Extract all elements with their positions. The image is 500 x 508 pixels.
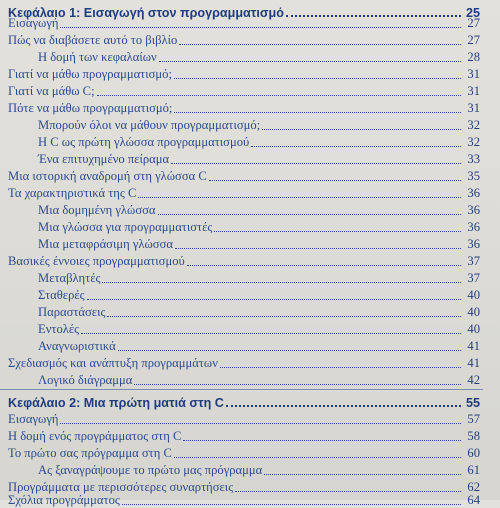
toc-entry [0, 269, 500, 286]
toc-entry-label: Σχόλια προγράμματος [8, 493, 120, 507]
toc-entry [0, 150, 500, 167]
toc-entry-label: Γιατί να μάθω C; [8, 84, 95, 98]
toc-entry [0, 444, 500, 461]
toc-entry-page-number: 40 [467, 288, 480, 302]
toc-entry-label: Τα χαρακτηριστικά της C [8, 186, 137, 200]
toc-entry-page-number: 33 [467, 152, 480, 166]
toc-entry-label: Πότε να μάθω προγραμματισμό; [8, 101, 173, 115]
toc-entry-page-number: 60 [467, 446, 480, 460]
toc-entry-page-number: 36 [467, 237, 480, 251]
chapter-heading [0, 393, 500, 410]
toc-entry [0, 354, 500, 371]
dot-leader [174, 106, 461, 113]
toc-entry-label: Πώς να διαβάσετε αυτό το βιβλίο [8, 33, 178, 47]
toc-entry-page-number: 57 [467, 412, 480, 426]
toc-entry [0, 303, 500, 320]
dot-leader [107, 310, 461, 317]
toc-entry-label: Σχεδιασμός και ανάπτυξη προγραμμάτων [8, 356, 218, 370]
toc-entry-label: Λογικό διάγραμμα [38, 373, 133, 387]
toc-entry-page-number: 64 [467, 493, 480, 507]
toc-entry-label: Βασικές έννοιες προγραμματισμού [8, 254, 185, 268]
toc-entry-label: Ας ξαναγράψουμε το πρώτο μας πρόγραμμα [38, 463, 263, 477]
chapter-title: Κεφάλαιο 1: Εισαγωγή στον προγραμματισμό [8, 6, 284, 20]
toc-entry-page-number: 31 [467, 101, 480, 115]
toc-entry-label: Μια γλώσσα για προγραμματιστές [38, 220, 213, 234]
toc-entry-page-number: 36 [467, 186, 480, 200]
dot-leader [134, 378, 461, 385]
dot-leader [159, 55, 461, 62]
toc-entry [0, 14, 500, 31]
dot-leader [118, 344, 461, 351]
dot-leader [262, 123, 461, 130]
toc-entry-label: Εισαγωγή [8, 412, 59, 426]
toc-entry [0, 337, 500, 354]
toc-entry-page-number: 31 [467, 67, 480, 81]
toc-entry-page-number: 28 [467, 50, 480, 64]
chapter-title: Κεφάλαιο 2: Μια πρώτη ματιά στη C [8, 396, 224, 410]
toc-entry [0, 48, 500, 65]
dot-leader [158, 208, 461, 215]
toc-entry [0, 235, 500, 252]
dot-leader [122, 498, 461, 505]
toc-entry-label: Παραστάσεις [38, 305, 106, 319]
toc-entry-label: Προγράμματα με περισσότερες συναρτήσεις [8, 480, 234, 494]
toc-entry-label: Εισαγωγή [8, 16, 59, 30]
toc-entry-page-number: 31 [467, 84, 480, 98]
toc-entry-label: Το πρώτο σας πρόγραμμα στη C [8, 446, 172, 460]
toc-entry-label: Η δομή ενός προγράμματος στη C [8, 429, 182, 443]
dot-leader [60, 21, 461, 28]
toc-entry-label: Η δομή των κεφαλαίων [38, 50, 157, 64]
toc-entry-page-number: 32 [467, 135, 480, 149]
toc-entry-page-number: 58 [467, 429, 480, 443]
toc-entry-page-number: 27 [467, 16, 480, 30]
toc-entry [0, 82, 500, 99]
toc-entry-page-number: 41 [467, 356, 480, 370]
toc-entry [0, 371, 500, 388]
chapter-divider [0, 389, 483, 390]
toc-entry [0, 65, 500, 82]
toc-entry-label: Αναγνωριστικά [38, 339, 116, 353]
toc-entry-page-number: 37 [467, 271, 480, 285]
toc-entry [0, 201, 500, 218]
dot-leader [183, 434, 461, 441]
toc-entry [0, 116, 500, 133]
dot-leader [220, 361, 461, 368]
toc-entry-label: Μεταβλητές [38, 271, 101, 285]
toc-entry-label: Μπορούν όλοι να μάθουν προγραμματισμό; [38, 118, 261, 132]
toc-entry-page-number: 36 [467, 203, 480, 217]
chapter-page-number: 55 [465, 396, 480, 410]
toc-entry-page-number: 36 [467, 220, 480, 234]
toc-entry-label: Εντολές [38, 322, 80, 336]
dot-leader [175, 242, 461, 249]
dot-leader [60, 417, 461, 424]
toc-entry-page-number: 35 [467, 169, 480, 183]
toc-entry-label: Η C ως πρώτη γλώσσα προγραμματισμού [38, 135, 250, 149]
toc-entry [0, 410, 500, 427]
dot-leader [174, 72, 461, 79]
toc-entry [0, 184, 500, 201]
dot-leader [187, 259, 461, 266]
toc-entry [0, 252, 500, 269]
dot-leader [214, 225, 461, 232]
toc-entry [0, 133, 500, 150]
toc-entry [0, 286, 500, 303]
toc-entry [0, 218, 500, 235]
toc-entry-label: Μια μεταφράσιμη γλώσσα [38, 237, 173, 251]
toc-entry-page-number: 42 [467, 373, 480, 387]
toc-entry [0, 427, 500, 444]
dot-leader [174, 451, 461, 458]
dot-leader [209, 174, 461, 181]
chapter-page-number: 25 [465, 6, 480, 20]
toc-entry-page-number: 61 [467, 463, 480, 477]
dot-leader [87, 293, 461, 300]
toc-entry-label: Σταθερές [38, 288, 85, 302]
toc-entry-page-number: 40 [467, 305, 480, 319]
toc-entry-label: Ένα επιτυχημένο πείραμα [38, 152, 170, 166]
dot-leader [171, 157, 461, 164]
toc-entry-page-number: 62 [467, 480, 480, 494]
toc-entry-label: Μια δομημένη γλώσσα [38, 203, 156, 217]
dot-leader [264, 468, 461, 475]
dot-leader [81, 327, 461, 334]
dot-leader [138, 191, 461, 198]
toc-entry-label: Γιατί να μάθω προγραμματισμό; [8, 67, 172, 81]
toc-entry-label: Μια ιστορική αναδρομή στη γλώσσα C [8, 169, 207, 183]
toc-entry-page-number: 41 [467, 339, 480, 353]
dot-leader [179, 38, 461, 45]
dot-leader [251, 140, 461, 147]
toc-entry [0, 99, 500, 116]
toc-entry-page-number: 32 [467, 118, 480, 132]
toc-entry [0, 320, 500, 337]
dot-leader [226, 399, 461, 407]
toc-entry [0, 31, 500, 48]
toc-entry [0, 461, 500, 478]
toc-entry-page-number: 27 [467, 33, 480, 47]
toc-entry-page-number: 40 [467, 322, 480, 336]
toc-entry-page-number: 37 [467, 254, 480, 268]
toc-entry [0, 167, 500, 184]
dot-leader [102, 276, 461, 283]
dot-leader [97, 89, 461, 96]
